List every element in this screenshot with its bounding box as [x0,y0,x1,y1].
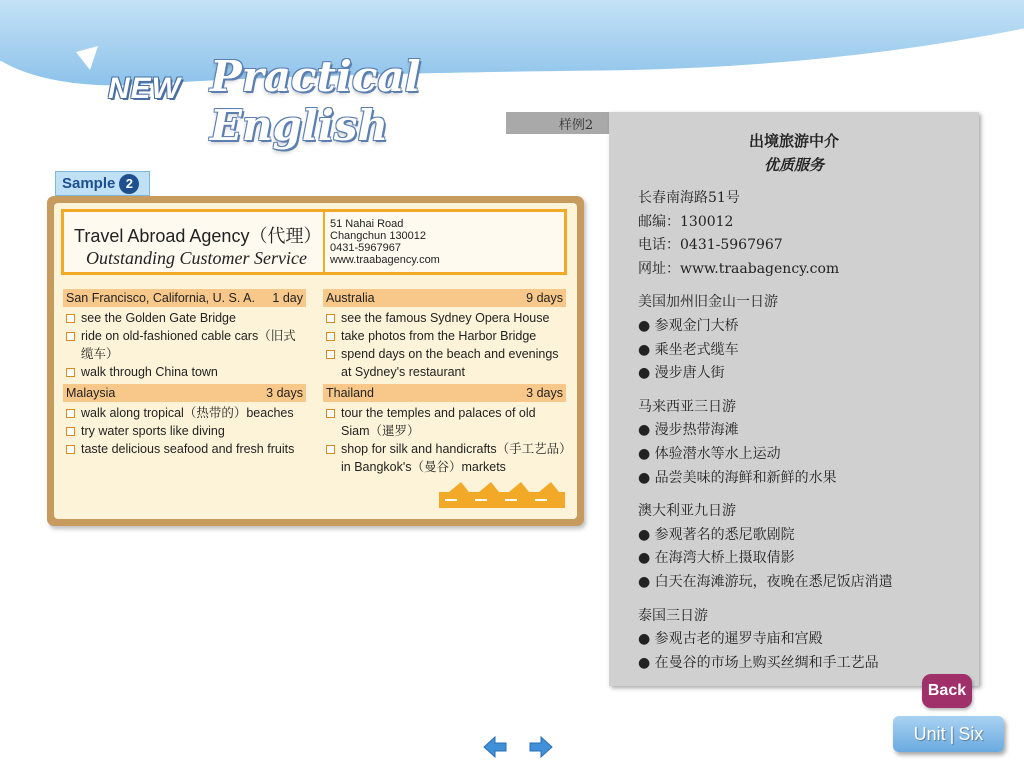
trip-item: ride on old-fashioned cable cars（旧式缆车） [63,327,306,363]
trip-item: walk along tropical（热带的）beaches [63,404,306,422]
trip-block [63,384,306,461]
translation-section [638,396,973,490]
arrow-right-icon[interactable] [528,735,554,759]
trip-header [63,384,306,402]
trip-item: tour the temples and palaces of old Siam（暹罗） [323,404,566,440]
unit-six-button[interactable] [893,716,1004,752]
agency-name: Travel Abroad Agency（代理） [74,226,322,246]
translation-line: 邮编：130012 [638,213,734,230]
translation-line: ● 漫步唐人街 [638,365,725,382]
translation-line: ● 参观金门大桥 [638,317,739,334]
trip-items [63,402,306,461]
agency-header [61,209,567,275]
trip-duration: 1 day [272,291,303,305]
trip-header [63,289,306,307]
translation-line: ● 在海湾大桥上摄取倩影 [638,550,795,567]
trip-duration: 9 days [526,291,563,305]
trip-block [323,384,566,479]
address-line: Changchun 130012 [330,230,427,242]
translation-panel [609,112,979,686]
back-button[interactable]: Back [922,674,972,708]
decorative-stamp [439,480,565,508]
sample-label-bar: 样例2 [506,112,646,134]
unit-name: Six [958,723,984,744]
phone-line: 0431-5967967 [330,242,401,254]
translation-line: 长春南海路51号 [638,190,740,206]
trip-items [323,402,566,479]
trips-right-column [323,289,566,479]
trip-header [323,384,566,402]
translation-line: 电话：0431-5967967 [638,237,783,254]
translation-line: 澳大利亚九日游 [638,503,736,520]
unit-word: Unit [913,723,946,744]
translation-line: ● 体验潜水等水上运动 [638,445,781,462]
trip-destination: Thailand [326,386,374,400]
trip-item: take photos from the Harbor Bridge [323,327,566,345]
translation-line: ● 乘坐老式缆车 [638,341,739,358]
sample-number-badge: 2 [119,174,139,194]
brand-new: NEW [108,72,181,105]
translation-subtitle: 优质服务 [763,156,824,174]
trip-duration: 3 days [526,386,563,400]
unit-separator: | [949,723,955,744]
advertisement-body [54,203,577,519]
advertisement-card [47,196,584,526]
trip-items [63,307,306,384]
trips-left-column [63,289,306,461]
sample-tab [55,171,150,196]
trip-destination: Malaysia [66,386,116,400]
arrow-left-icon[interactable] [482,735,508,759]
translation-line: 美国加州旧金山一日游 [638,294,778,311]
trip-destination: San Francisco, California, U. S. A. [66,291,255,305]
address-line: 51 Nahai Road [330,218,404,230]
trip-item: taste delicious seafood and fresh fruits [63,440,306,458]
translation-section [638,291,973,385]
translation-section [638,187,973,281]
trip-item: see the Golden Gate Bridge [63,309,306,327]
translation-line: ● 在曼谷的市场上购买丝绸和手工艺品 [638,654,879,671]
translation-line: ● 白天在海滩游玩，夜晚在悉尼饭店消遣 [638,573,893,590]
translation-line: 马来西亚三日游 [638,398,736,415]
trip-header [323,289,566,307]
sample-label: Sample [62,175,116,192]
trip-destination: Australia [326,291,375,305]
trip-item: shop for silk and handicrafts（手工艺品）in Bangkok's（曼谷）markets [323,440,566,476]
trip-item: see the famous Sydney Opera House [323,309,566,327]
translation-line: 网址：www.traabagency.com [638,260,840,277]
trip-items [323,307,566,384]
translation-line: 泰国三日游 [638,607,708,624]
trip-item: walk through China town [63,363,306,381]
translation-section [638,500,973,594]
website-line: www.traabagency.com [330,254,440,266]
translation-line: ● 漫步热带海滩 [638,422,739,439]
trip-item: try water sports like diving [63,422,306,440]
trip-duration: 3 days [266,386,303,400]
brand-practical-english: Practical English [210,52,421,150]
translation-line: ● 品尝美味的海鲜和新鲜的水果 [638,469,837,486]
trip-block [323,289,566,384]
translation-line: ● 参观著名的悉尼歌剧院 [638,526,795,543]
translation-body [638,187,973,675]
trip-item: spend days on the beach and evenings at Sydney's restaurant [323,345,566,381]
agency-divider [323,212,325,272]
brand-title [74,46,544,150]
translation-title: 出境旅游中介 [748,132,839,150]
translation-section [638,605,973,676]
trip-block [63,289,306,384]
agency-tagline: Outstanding Customer Service [86,248,307,268]
agency-address [330,218,440,266]
translation-line: ● 参观古老的暹罗寺庙和宫殿 [638,631,823,648]
